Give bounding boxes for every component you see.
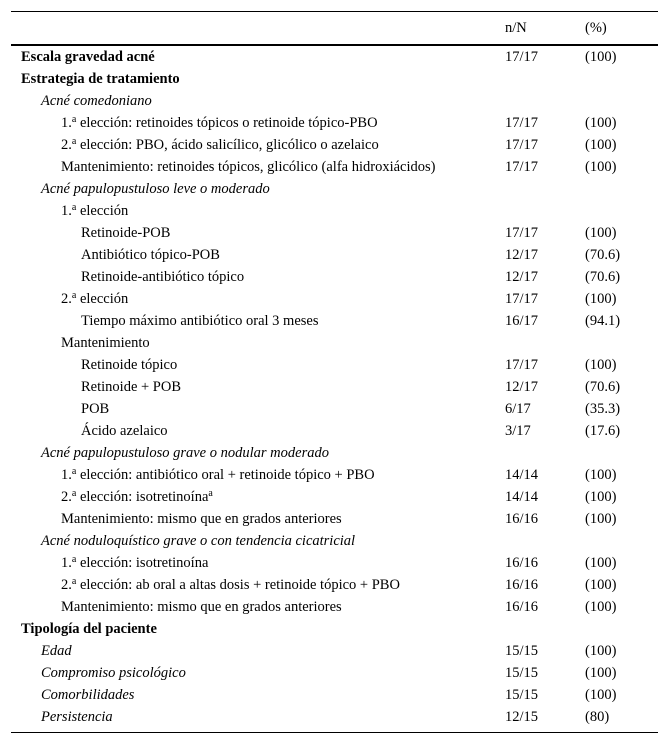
row-n-value: 12/17 (505, 379, 539, 395)
ordinal-superscript: a (71, 554, 77, 565)
header-label (11, 12, 505, 46)
ordinal-superscript: a (71, 202, 77, 213)
table-row (11, 508, 658, 530)
row-pct-value: (100) (585, 577, 617, 593)
row-n-value (505, 530, 585, 552)
table-row (11, 134, 658, 156)
row-label (11, 266, 505, 288)
row-label-text: Antibiótico tópico-POB (81, 247, 220, 263)
row-label (11, 244, 505, 266)
row-label-text: Mantenimiento (61, 335, 150, 351)
row-pct-value: (100) (585, 643, 617, 659)
row-n-value (505, 90, 585, 112)
table-row (11, 332, 658, 354)
table-body (11, 45, 658, 733)
row-label-text: elección: ab oral a altas dosis + retinoide tópico + PBO (76, 577, 400, 593)
row-n-value: 12/17 (505, 269, 539, 285)
row-pct-value: (100) (585, 291, 617, 307)
ordinal-superscript: a (71, 290, 77, 301)
row-label (11, 596, 505, 618)
row-label (11, 552, 505, 574)
row-label (11, 618, 505, 640)
row-n-value (505, 442, 585, 464)
row-label-text: elección: PBO, ácido salicílico, glicólico o azelaico (76, 137, 379, 153)
row-label-prefix: 1. (61, 203, 72, 219)
table-row (11, 288, 658, 310)
row-label-prefix: 1. (61, 555, 72, 571)
row-n-value: 17/17 (505, 159, 539, 175)
row-label-prefix: 2. (61, 291, 72, 307)
row-pct-value: (100) (585, 687, 617, 703)
row-n-value: 6/17 (505, 401, 531, 417)
table-row (11, 222, 658, 244)
row-label-text: Acné comedoniano (41, 93, 152, 109)
row-label-text: Estrategia de tratamiento (21, 71, 180, 87)
row-label (11, 200, 505, 222)
row-label-text: Mantenimiento: mismo que en grados anteriores (61, 511, 342, 527)
row-pct-value: (100) (585, 49, 617, 65)
row-label-prefix: 2. (61, 489, 72, 505)
row-label-text: Ácido azelaico (81, 423, 168, 439)
row-pct-value: (35.3) (585, 401, 621, 417)
row-n-value: 12/17 (505, 247, 539, 263)
row-n-value: 17/17 (505, 225, 539, 241)
row-pct-value (585, 68, 658, 90)
table-row (11, 442, 658, 464)
row-pct-value: (100) (585, 555, 617, 571)
row-label-text: Persistencia (41, 709, 113, 725)
row-label-text: Escala gravedad acné (21, 49, 155, 65)
row-pct-value (585, 332, 658, 354)
row-n-value: 17/17 (505, 357, 539, 373)
table-row (11, 464, 658, 486)
row-label (11, 90, 505, 112)
row-pct-value: (70.6) (585, 269, 621, 285)
row-label (11, 112, 505, 134)
row-n-value: 17/17 (505, 137, 539, 153)
row-label-text: elección: antibiótico oral + retinoide tópico + PBO (76, 467, 375, 483)
header-pct: (%) (585, 12, 658, 46)
row-n-value: 17/17 (505, 291, 539, 307)
row-label-text: Retinoide-antibiótico tópico (81, 269, 245, 285)
row-pct-value (585, 618, 658, 640)
row-label (11, 574, 505, 596)
row-n-value: 15/15 (505, 687, 539, 703)
table-row (11, 706, 658, 733)
row-label (11, 420, 505, 442)
row-label-text: elección (76, 203, 129, 219)
table-row (11, 266, 658, 288)
row-label-text: Retinoide-POB (81, 225, 171, 241)
row-pct-value: (100) (585, 137, 617, 153)
table-row (11, 112, 658, 134)
row-label-text: Comorbilidades (41, 687, 135, 703)
row-n-value: 12/15 (505, 706, 585, 733)
ordinal-superscript: a (71, 466, 77, 477)
results-table-container (11, 11, 658, 733)
header-n: n/N (505, 12, 585, 46)
row-pct-value: (100) (585, 489, 617, 505)
row-label-text: elección (76, 291, 129, 307)
row-label-prefix: 1. (61, 467, 72, 483)
row-label-prefix: 2. (61, 137, 72, 153)
row-n-value: 15/15 (505, 643, 539, 659)
row-label (11, 376, 505, 398)
header-row (11, 12, 658, 46)
ordinal-superscript: a (71, 488, 77, 499)
row-n-value: 16/16 (505, 577, 539, 593)
table-row (11, 684, 658, 706)
row-label (11, 68, 505, 90)
table-row (11, 530, 658, 552)
table-row (11, 552, 658, 574)
row-label-text: Compromiso psicológico (41, 665, 186, 681)
row-n-value: 17/17 (505, 49, 539, 65)
row-pct-value (585, 530, 658, 552)
row-n-value (505, 68, 585, 90)
row-label-text: Tipología del paciente (21, 621, 157, 637)
row-pct-value: (80) (585, 706, 658, 733)
row-label (11, 222, 505, 244)
row-label (11, 332, 505, 354)
row-label (11, 310, 505, 332)
row-label (11, 640, 505, 662)
row-label-text: Retinoide + POB (81, 379, 182, 395)
table-row (11, 90, 658, 112)
row-pct-value (585, 90, 658, 112)
row-pct-value: (70.6) (585, 247, 621, 263)
row-pct-value (585, 442, 658, 464)
row-label (11, 662, 505, 684)
table-row (11, 618, 658, 640)
row-label-text: elección: isotretinoína (76, 489, 209, 505)
row-pct-value (585, 200, 658, 222)
row-label-text: Acné noduloquístico grave o con tendencia cicatricial (41, 533, 356, 549)
row-label (11, 398, 505, 420)
row-label-text: elección: retinoides tópicos o retinoide tópico-PBO (76, 115, 378, 131)
row-n-value (505, 178, 585, 200)
table-header (11, 12, 658, 46)
table-row (11, 354, 658, 376)
row-pct-value: (70.6) (585, 379, 621, 395)
row-label (11, 354, 505, 376)
row-pct-value: (17.6) (585, 423, 621, 439)
row-label (11, 486, 505, 508)
table-row (11, 420, 658, 442)
row-pct-value: (100) (585, 511, 617, 527)
row-label-prefix: 2. (61, 577, 72, 593)
ordinal-superscript: a (71, 136, 77, 147)
table-row (11, 574, 658, 596)
row-pct-value: (100) (585, 159, 617, 175)
row-label-text: Acné papulopustuloso leve o moderado (41, 181, 270, 197)
row-label (11, 530, 505, 552)
ordinal-superscript: a (71, 114, 77, 125)
row-label-text: POB (81, 401, 110, 417)
table-row (11, 398, 658, 420)
row-n-value: 14/14 (505, 489, 539, 505)
ordinal-superscript: a (71, 576, 77, 587)
table-row (11, 244, 658, 266)
table-row (11, 156, 658, 178)
table-row (11, 200, 658, 222)
row-pct-value: (100) (585, 225, 617, 241)
row-pct-value: (100) (585, 599, 617, 615)
row-label-text: Tiempo máximo antibiótico oral 3 meses (81, 313, 319, 329)
row-pct-value: (94.1) (585, 313, 621, 329)
row-pct-value: (100) (585, 115, 617, 131)
row-label-text: Acné papulopustuloso grave o nodular moderado (41, 445, 329, 461)
row-n-value: 16/16 (505, 599, 539, 615)
row-pct-value (585, 178, 658, 200)
table-row (11, 45, 658, 68)
row-label (11, 684, 505, 706)
row-label-text: Mantenimiento: mismo que en grados anteriores (61, 599, 342, 615)
results-table (11, 11, 658, 733)
row-label (11, 156, 505, 178)
row-label (11, 288, 505, 310)
row-pct-value: (100) (585, 357, 617, 373)
table-row (11, 178, 658, 200)
row-label-prefix: 1. (61, 115, 72, 131)
row-label-text: Mantenimiento: retinoides tópicos, glicólico (alfa hidroxiácidos) (61, 159, 436, 175)
row-n-value: 14/14 (505, 467, 539, 483)
row-n-value: 17/17 (505, 115, 539, 131)
table-row (11, 376, 658, 398)
row-label (11, 706, 505, 733)
row-label (11, 178, 505, 200)
row-n-value: 15/15 (505, 665, 539, 681)
table-row (11, 486, 658, 508)
table-row (11, 662, 658, 684)
row-label (11, 442, 505, 464)
row-n-value: 3/17 (505, 423, 531, 439)
row-label-text: Edad (41, 643, 72, 659)
table-row (11, 596, 658, 618)
row-n-value (505, 618, 585, 640)
row-n-value (505, 332, 585, 354)
row-pct-value: (100) (585, 467, 617, 483)
row-pct-value: (100) (585, 665, 617, 681)
row-n-value: 16/16 (505, 511, 539, 527)
row-label (11, 464, 505, 486)
row-label (11, 134, 505, 156)
table-row (11, 310, 658, 332)
row-label (11, 508, 505, 530)
row-label-text: Retinoide tópico (81, 357, 178, 373)
row-n-value: 16/16 (505, 555, 539, 571)
footnote-superscript: a (208, 488, 213, 499)
table-row (11, 640, 658, 662)
row-n-value: 16/17 (505, 313, 539, 329)
table-row (11, 68, 658, 90)
row-n-value (505, 200, 585, 222)
row-label-text: elección: isotretinoína (76, 555, 209, 571)
row-label (11, 45, 505, 68)
